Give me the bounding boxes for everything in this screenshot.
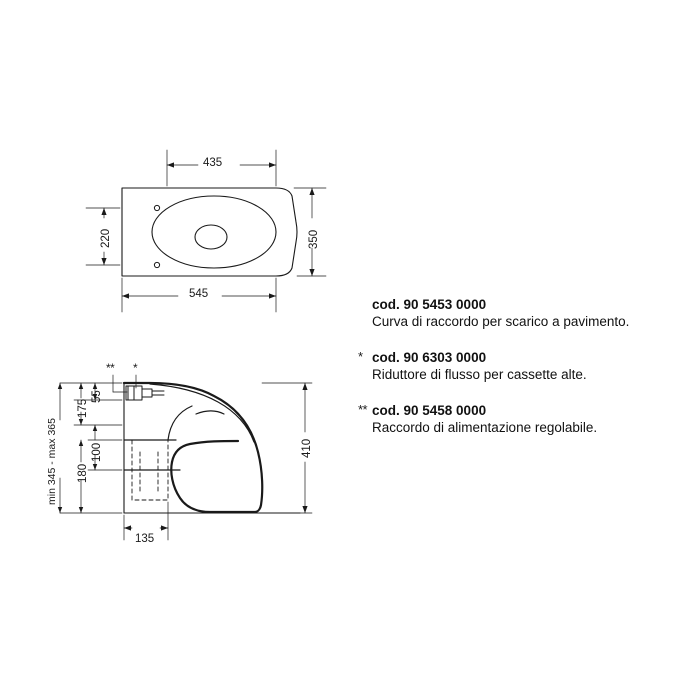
- dimension-label-180: 180: [77, 463, 89, 483]
- legend-desc-1: Curva di raccordo per scarico a pavimento.: [372, 314, 630, 329]
- callout-single-star: *: [133, 361, 138, 375]
- legend-item-2: [358, 349, 692, 384]
- legend-desc-3: Raccordo di alimentazione regolabile.: [372, 420, 598, 435]
- legend-item-1: [372, 296, 692, 331]
- seat-flush-opening: [195, 225, 227, 249]
- dimension-label-220: 220: [100, 228, 112, 248]
- seat-inner-ring: [152, 196, 276, 268]
- water-inlet-fitting: [126, 386, 164, 400]
- dimension-stack-left: [58, 383, 122, 513]
- legend-code-3: cod. 90 5458 0000: [372, 403, 487, 418]
- dimension-label-350: 350: [308, 229, 320, 249]
- dimension-label-min-max: min 345 - max 365: [46, 418, 58, 505]
- dimension-label-55: 55: [91, 390, 103, 403]
- dimension-label-175: 175: [77, 398, 89, 418]
- seat-outline: [122, 188, 297, 276]
- legend-code-2: cod. 90 6303 0000: [372, 350, 487, 365]
- legend-marker-2: *: [358, 349, 363, 364]
- callout-double-star: **: [106, 361, 115, 375]
- legend-item-3: [358, 402, 692, 437]
- dimension-label-410: 410: [301, 438, 313, 458]
- dimension-label-135: 135: [135, 533, 155, 545]
- legend-desc-2: Riduttore di flusso per cassette alte.: [372, 367, 587, 382]
- legend-code-1: cod. 90 5453 0000: [372, 297, 487, 312]
- legend-marker-3: **: [358, 402, 368, 417]
- legend-list: [358, 296, 692, 455]
- dimension-label-545: 545: [189, 288, 209, 300]
- dimension-label-435: 435: [203, 157, 223, 169]
- wc-body-outline: [124, 383, 262, 512]
- dimension-label-100: 100: [91, 442, 103, 462]
